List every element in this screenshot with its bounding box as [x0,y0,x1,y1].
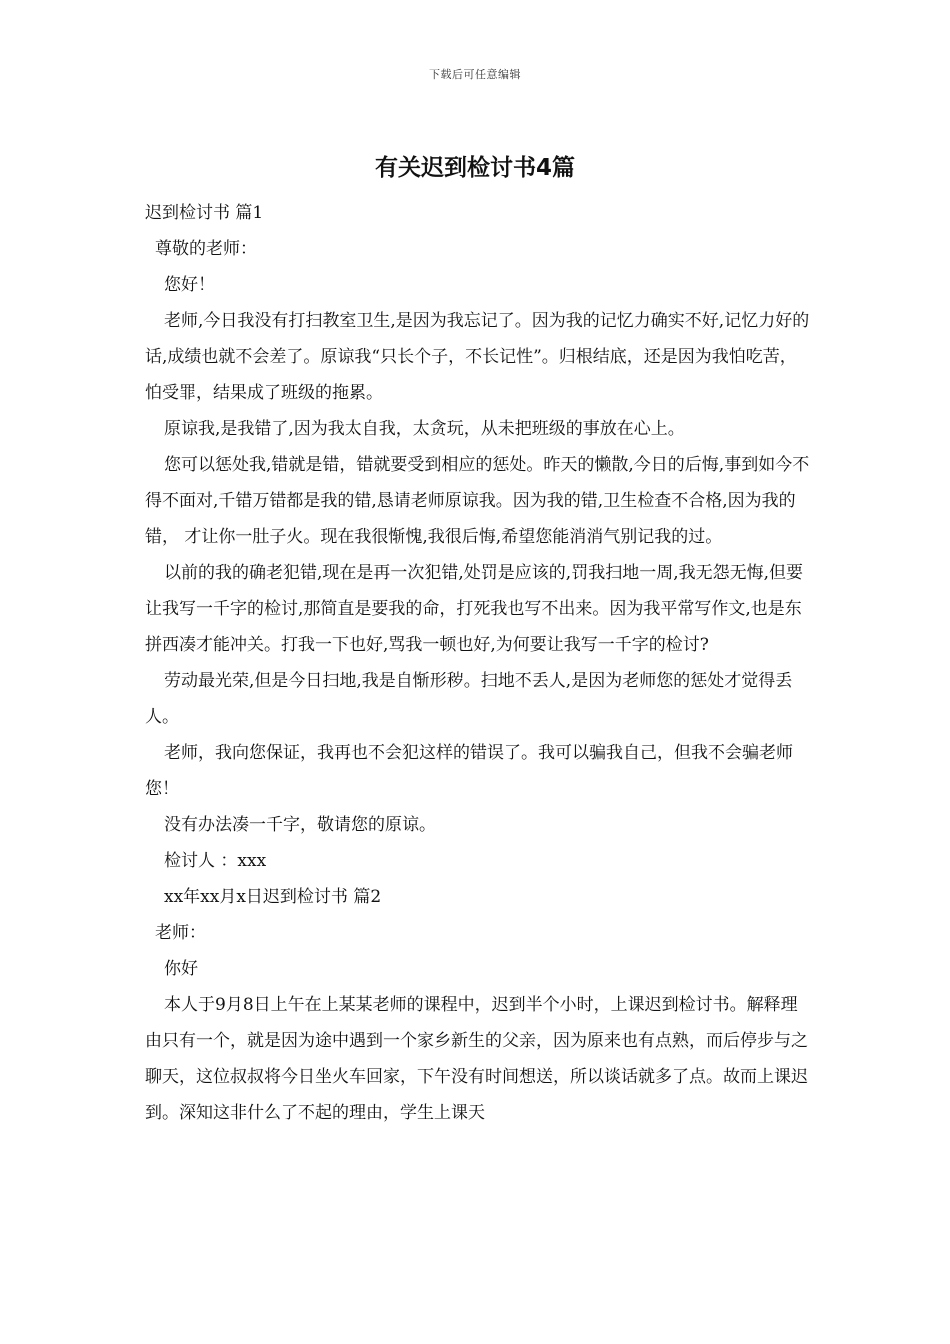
paragraph: 老师，我向您保证，我再也不会犯这样的错误了。我可以骗我自己，但我不会骗老师您！ [145,743,793,799]
paragraph: 您好！ [164,275,215,295]
paragraph: 老师,今日我没有打扫教室卫生,是因为我忘记了。因为我的记忆力确实不好,记忆力好的话,成绩也就不会差了。原谅我“只长个子，不长记性”。归根结底，还是因为我怕吃苦，怕受罪，结果成了班级的拖累。 [145,311,810,403]
paragraph: 你好 [164,959,198,979]
paragraph: 迟到检讨书 篇1 [145,203,264,223]
paragraph: 老师： [155,923,206,943]
paragraph: 本人于9月8日上午在上某某老师的课程中，迟到半个小时，上课迟到检讨书。解释理由只有一个，就是因为途中遇到一个家乡新生的父亲，因为原来也有点熟，而后停步与之聊天，这位叔叔将今日坐火车回家，下午没有时间想送，所以谈话就多了点。故而上课迟到。深知这非什么了不起的理由，学生上课天 [145,995,808,1123]
paragraph: 原谅我,是我错了,因为我太自我，太贪玩，从未把班级的事放在心上。 [164,419,685,439]
paragraph: 以前的我的确老犯错,现在是再一次犯错,处罚是应该的,罚我扫地一周,我无怨无悔,但要让我写一千字的检讨,那简直是要我的命，打死我也写不出来。因为我平常写作文,也是东拼西凑才能冲关。打我一下也好,骂我一顿也好,为何要让我写一千字的检讨? [145,563,804,655]
paragraph: 您可以惩处我,错就是错，错就要受到相应的惩处。昨天的懒散,今日的后悔,事到如今不得不面对,千错万错都是我的错,恳请老师原谅我。因为我的错,卫生检查不合格,因为我的错， 才让你一肚子火。现在我很惭愧,我很后悔,希望您能消消气别记我的过。 [145,455,810,547]
paragraph: 尊敬的老师： [155,239,257,259]
header-note: 下载后可任意编辑 [429,68,521,81]
paragraph: 劳动最光荣,但是今日扫地,我是自惭形秽。扫地不丢人,是因为老师您的惩处才觉得丢人。 [145,671,793,727]
paragraph: xx年xx月x日迟到检讨书 篇2 [164,887,382,907]
paragraph: 没有办法凑一千字，敬请您的原谅。 [164,815,436,835]
document-body [145,195,813,1131]
paragraph: 检讨人 ：xxx [164,851,267,871]
document-title: 有关迟到检讨书4篇 [374,155,575,181]
